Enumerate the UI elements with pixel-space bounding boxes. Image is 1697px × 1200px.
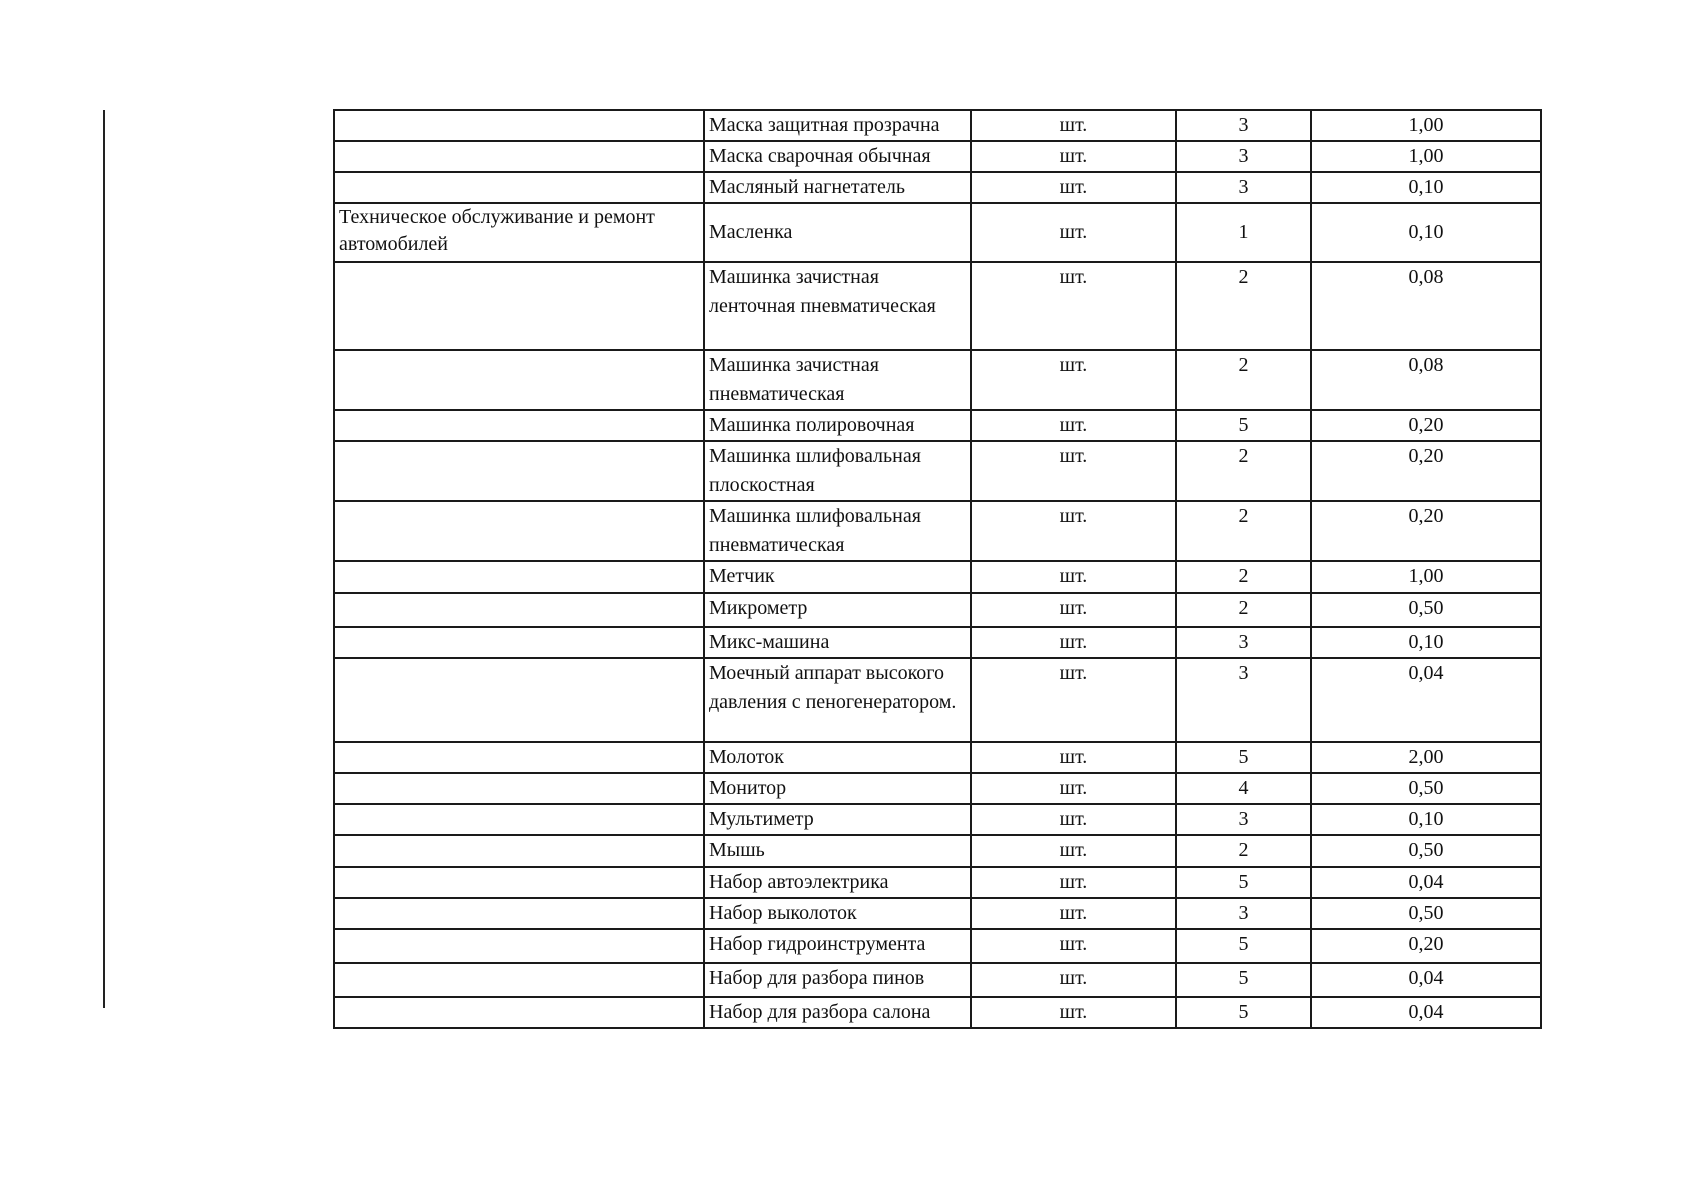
item-name-cell: Машинка зачистная ленточная пневматическая bbox=[704, 262, 971, 350]
item-name-cell: Монитор bbox=[704, 773, 971, 804]
quantity-cell: 3 bbox=[1176, 172, 1311, 203]
item-name-cell: Маска сварочная обычная bbox=[704, 141, 971, 172]
unit-cell: шт. bbox=[971, 501, 1176, 561]
unit-cell: шт. bbox=[971, 172, 1176, 203]
section-cell bbox=[334, 561, 704, 593]
item-name-cell: Микрометр bbox=[704, 593, 971, 627]
value-cell: 0,08 bbox=[1311, 262, 1541, 350]
item-name-cell: Машинка шлифовальная пневматическая bbox=[704, 501, 971, 561]
table-row bbox=[334, 963, 1541, 997]
unit-cell: шт. bbox=[971, 658, 1176, 742]
table-row bbox=[334, 410, 1541, 441]
quantity-cell: 5 bbox=[1176, 410, 1311, 441]
quantity-cell: 2 bbox=[1176, 835, 1311, 867]
section-cell bbox=[334, 929, 704, 963]
item-name-cell: Метчик bbox=[704, 561, 971, 593]
table-row bbox=[334, 929, 1541, 963]
item-name-cell: Масленка bbox=[704, 203, 971, 262]
item-name-cell: Набор гидроинструмента bbox=[704, 929, 971, 963]
item-name-cell: Микс-машина bbox=[704, 627, 971, 658]
section-cell bbox=[334, 867, 704, 898]
value-cell: 0,20 bbox=[1311, 501, 1541, 561]
unit-cell: шт. bbox=[971, 110, 1176, 141]
value-cell: 0,10 bbox=[1311, 627, 1541, 658]
value-cell: 0,20 bbox=[1311, 410, 1541, 441]
quantity-cell: 3 bbox=[1176, 898, 1311, 929]
quantity-cell: 2 bbox=[1176, 262, 1311, 350]
section-cell bbox=[334, 441, 704, 501]
unit-cell: шт. bbox=[971, 898, 1176, 929]
unit-cell: шт. bbox=[971, 627, 1176, 658]
table-row bbox=[334, 773, 1541, 804]
quantity-cell: 5 bbox=[1176, 997, 1311, 1028]
table-row bbox=[334, 350, 1541, 410]
unit-cell: шт. bbox=[971, 350, 1176, 410]
quantity-cell: 2 bbox=[1176, 350, 1311, 410]
value-cell: 0,10 bbox=[1311, 172, 1541, 203]
table-row bbox=[334, 835, 1541, 867]
section-cell bbox=[334, 627, 704, 658]
section-cell bbox=[334, 350, 704, 410]
section-cell: Техническое обслуживание и ремонт автомобилей bbox=[334, 203, 704, 262]
section-cell bbox=[334, 742, 704, 773]
quantity-cell: 3 bbox=[1176, 141, 1311, 172]
quantity-cell: 2 bbox=[1176, 561, 1311, 593]
table-row bbox=[334, 501, 1541, 561]
item-name-cell: Набор автоэлектрика bbox=[704, 867, 971, 898]
unit-cell: шт. bbox=[971, 410, 1176, 441]
table-row bbox=[334, 110, 1541, 141]
quantity-cell: 5 bbox=[1176, 867, 1311, 898]
section-cell bbox=[334, 963, 704, 997]
value-cell: 0,10 bbox=[1311, 203, 1541, 262]
unit-cell: шт. bbox=[971, 141, 1176, 172]
value-cell: 0,04 bbox=[1311, 997, 1541, 1028]
table-row bbox=[334, 804, 1541, 835]
item-name-cell: Мышь bbox=[704, 835, 971, 867]
value-cell: 0,20 bbox=[1311, 441, 1541, 501]
table-row bbox=[334, 997, 1541, 1028]
item-name-cell: Мультиметр bbox=[704, 804, 971, 835]
quantity-cell: 3 bbox=[1176, 658, 1311, 742]
unit-cell: шт. bbox=[971, 773, 1176, 804]
table-row bbox=[334, 561, 1541, 593]
value-cell: 0,10 bbox=[1311, 804, 1541, 835]
quantity-cell: 2 bbox=[1176, 593, 1311, 627]
item-name-cell: Набор для разбора салона bbox=[704, 997, 971, 1028]
unit-cell: шт. bbox=[971, 593, 1176, 627]
item-name-cell: Набор выколоток bbox=[704, 898, 971, 929]
section-cell bbox=[334, 593, 704, 627]
value-cell: 0,50 bbox=[1311, 898, 1541, 929]
value-cell: 0,04 bbox=[1311, 658, 1541, 742]
value-cell: 0,50 bbox=[1311, 835, 1541, 867]
table-row bbox=[334, 627, 1541, 658]
unit-cell: шт. bbox=[971, 997, 1176, 1028]
unit-cell: шт. bbox=[971, 742, 1176, 773]
unit-cell: шт. bbox=[971, 441, 1176, 501]
section-cell bbox=[334, 501, 704, 561]
equipment-table-body bbox=[334, 110, 1541, 1028]
table-row bbox=[334, 658, 1541, 742]
unit-cell: шт. bbox=[971, 203, 1176, 262]
item-name-cell: Машинка зачистная пневматическая bbox=[704, 350, 971, 410]
quantity-cell: 1 bbox=[1176, 203, 1311, 262]
quantity-cell: 5 bbox=[1176, 742, 1311, 773]
table-row bbox=[334, 441, 1541, 501]
value-cell: 0,50 bbox=[1311, 593, 1541, 627]
quantity-cell: 4 bbox=[1176, 773, 1311, 804]
table-row bbox=[334, 867, 1541, 898]
item-name-cell: Моечный аппарат высокого давления с пеногенератором. bbox=[704, 658, 971, 742]
quantity-cell: 2 bbox=[1176, 441, 1311, 501]
quantity-cell: 5 bbox=[1176, 963, 1311, 997]
section-cell bbox=[334, 898, 704, 929]
item-name-cell: Масляный нагнетатель bbox=[704, 172, 971, 203]
section-cell bbox=[334, 410, 704, 441]
table-row bbox=[334, 262, 1541, 350]
table-row bbox=[334, 203, 1541, 262]
value-cell: 0,20 bbox=[1311, 929, 1541, 963]
value-cell: 0,04 bbox=[1311, 867, 1541, 898]
equipment-table bbox=[333, 109, 1542, 1029]
item-name-cell: Маска защитная прозрачна bbox=[704, 110, 971, 141]
quantity-cell: 3 bbox=[1176, 627, 1311, 658]
value-cell: 0,08 bbox=[1311, 350, 1541, 410]
item-name-cell: Машинка шлифовальная плоскостная bbox=[704, 441, 971, 501]
quantity-cell: 3 bbox=[1176, 110, 1311, 141]
unit-cell: шт. bbox=[971, 835, 1176, 867]
table-row bbox=[334, 742, 1541, 773]
value-cell: 1,00 bbox=[1311, 561, 1541, 593]
table-row bbox=[334, 898, 1541, 929]
value-cell: 2,00 bbox=[1311, 742, 1541, 773]
unit-cell: шт. bbox=[971, 262, 1176, 350]
unit-cell: шт. bbox=[971, 963, 1176, 997]
unit-cell: шт. bbox=[971, 561, 1176, 593]
section-cell bbox=[334, 110, 704, 141]
section-cell bbox=[334, 804, 704, 835]
item-name-cell: Молоток bbox=[704, 742, 971, 773]
unit-cell: шт. bbox=[971, 804, 1176, 835]
section-cell bbox=[334, 172, 704, 203]
table-row bbox=[334, 141, 1541, 172]
section-cell bbox=[334, 262, 704, 350]
table-row bbox=[334, 593, 1541, 627]
unit-cell: шт. bbox=[971, 867, 1176, 898]
section-cell bbox=[334, 835, 704, 867]
page-margin-line bbox=[103, 110, 105, 1008]
section-cell bbox=[334, 141, 704, 172]
item-name-cell: Машинка полировочная bbox=[704, 410, 971, 441]
table-row bbox=[334, 172, 1541, 203]
quantity-cell: 3 bbox=[1176, 804, 1311, 835]
item-name-cell: Набор для разбора пинов bbox=[704, 963, 971, 997]
unit-cell: шт. bbox=[971, 929, 1176, 963]
section-cell bbox=[334, 658, 704, 742]
quantity-cell: 5 bbox=[1176, 929, 1311, 963]
value-cell: 0,04 bbox=[1311, 963, 1541, 997]
section-cell bbox=[334, 773, 704, 804]
value-cell: 1,00 bbox=[1311, 141, 1541, 172]
value-cell: 1,00 bbox=[1311, 110, 1541, 141]
quantity-cell: 2 bbox=[1176, 501, 1311, 561]
section-cell bbox=[334, 997, 704, 1028]
value-cell: 0,50 bbox=[1311, 773, 1541, 804]
